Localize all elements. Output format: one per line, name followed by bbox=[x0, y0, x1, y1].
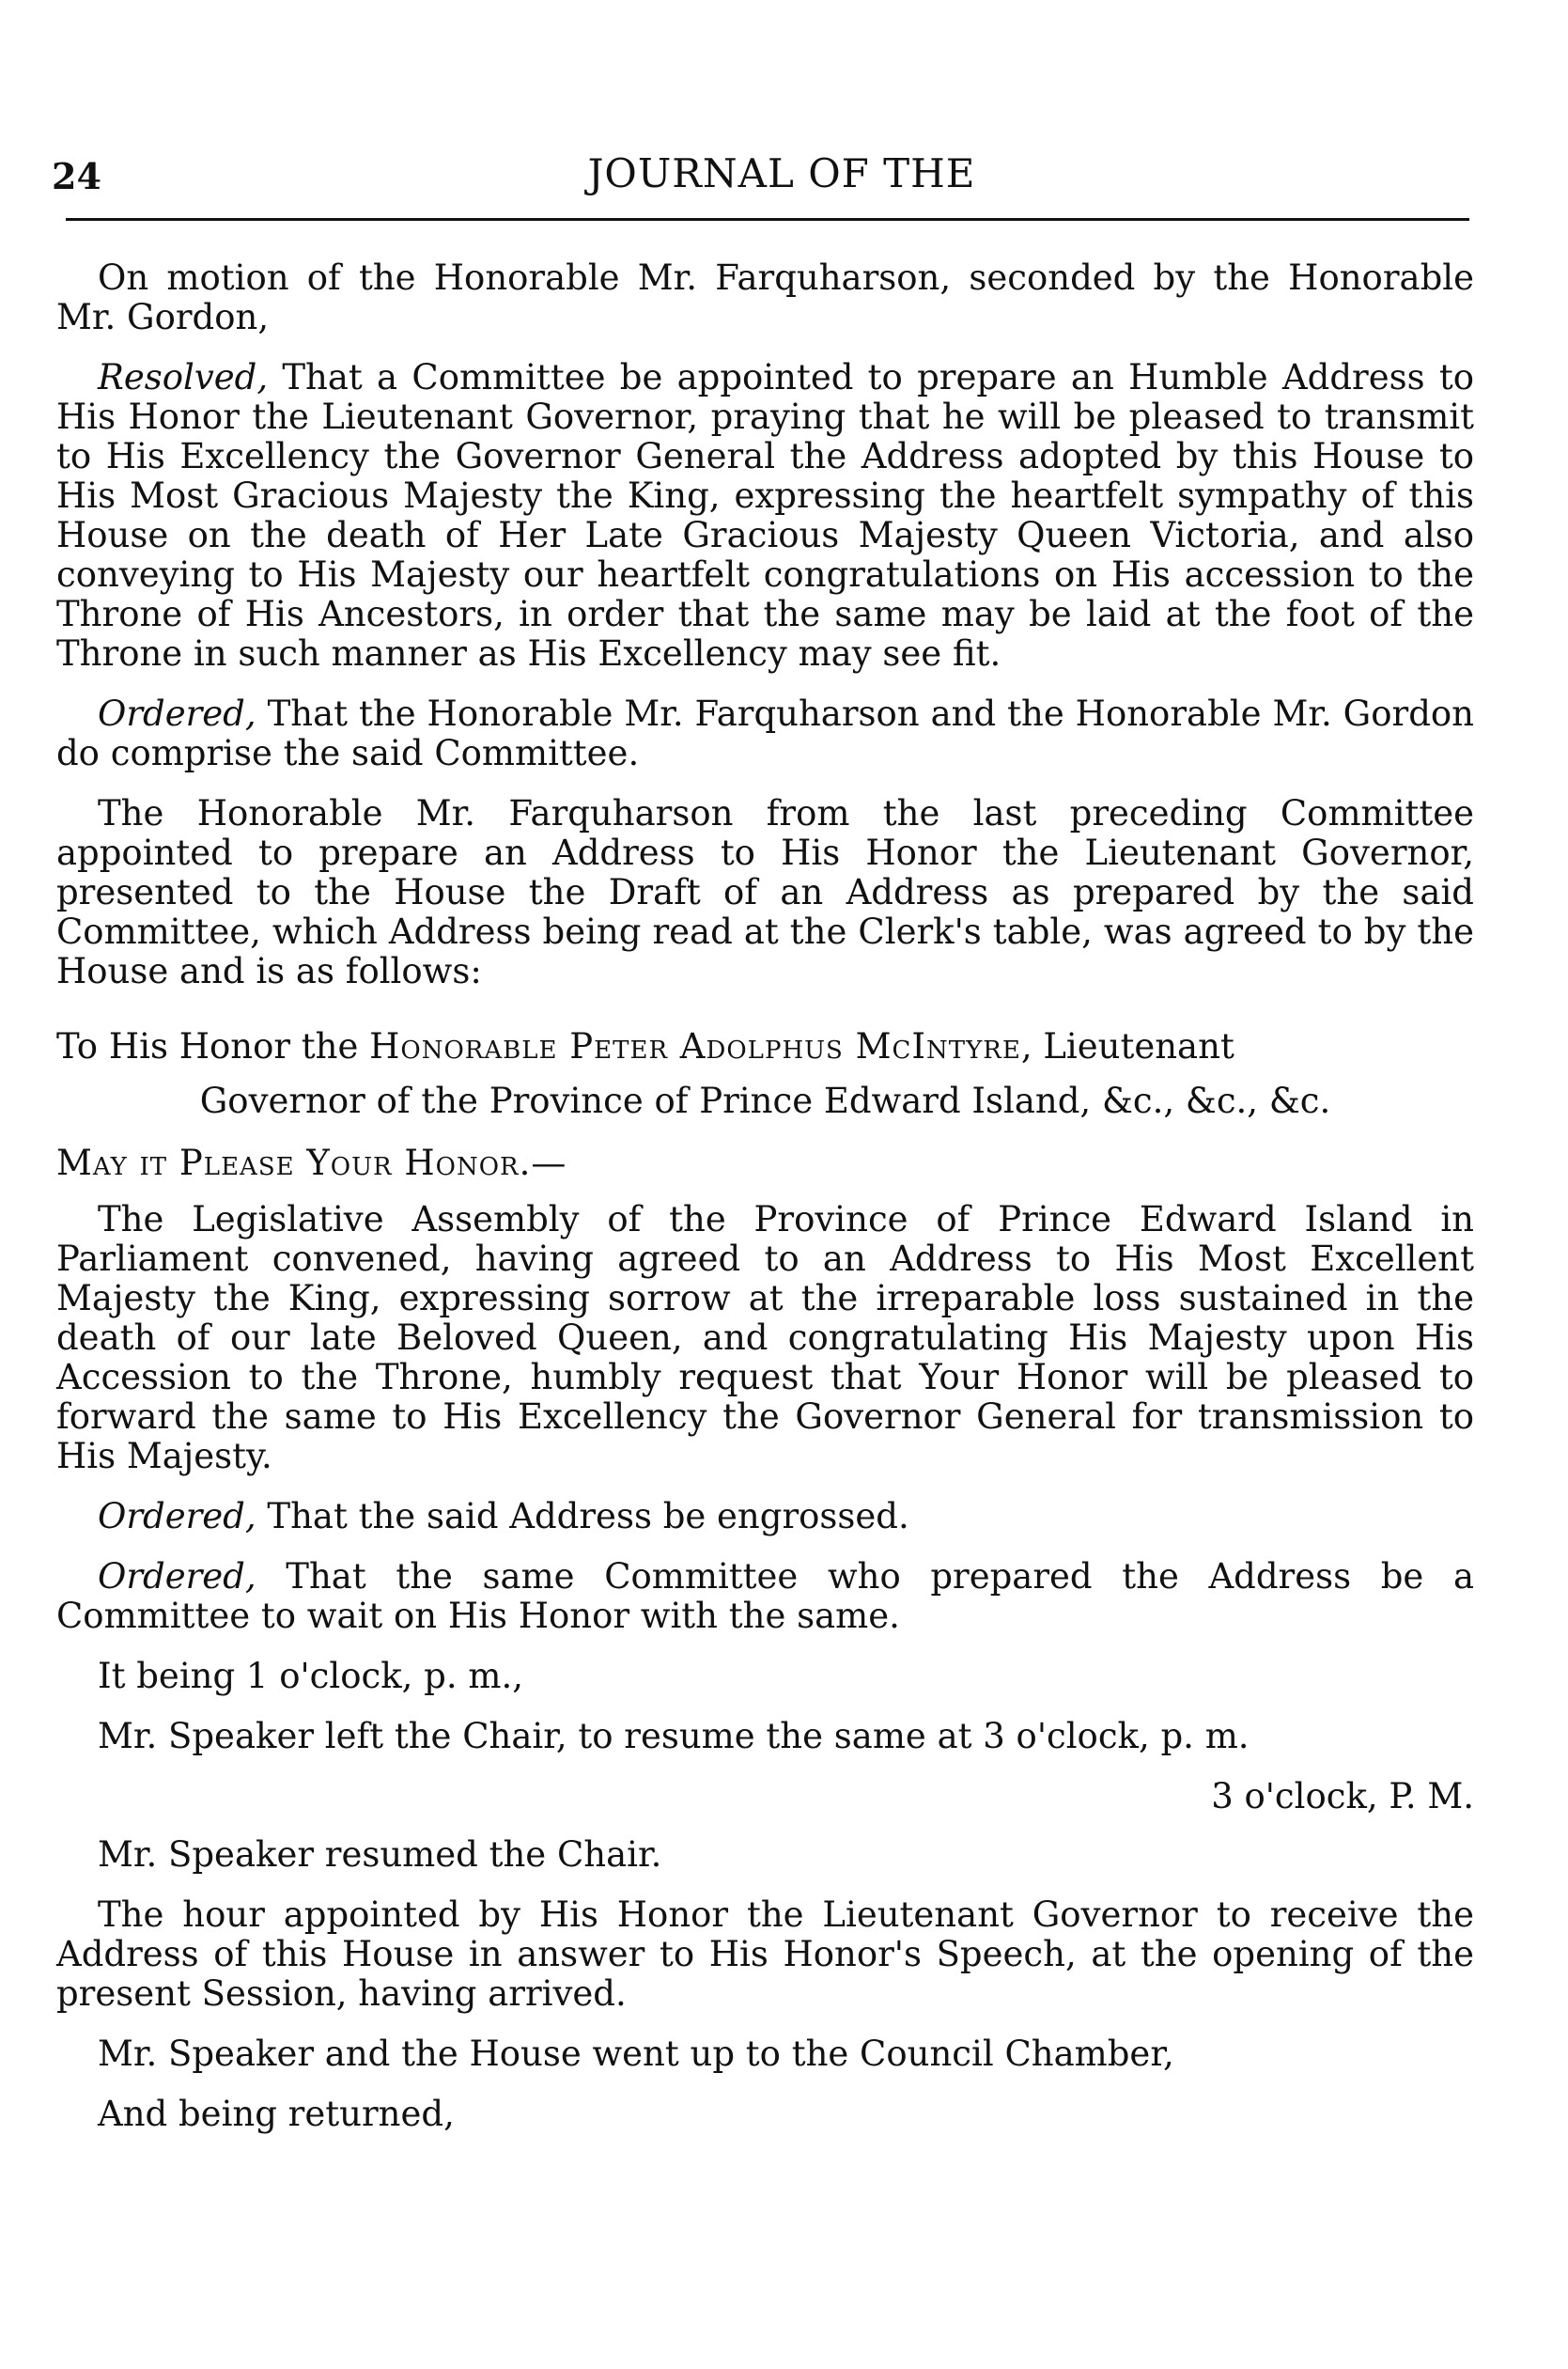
paragraph-council-chamber: Mr. Speaker and the House went up to the Council Chamber, bbox=[98, 2034, 1174, 2074]
paragraph-ordered-engrossed bbox=[56, 1497, 1474, 1536]
paragraph-draft-presented bbox=[56, 794, 1474, 991]
page-header bbox=[52, 141, 1512, 197]
ordered-wait-lead: Ordered, bbox=[98, 1556, 256, 1597]
paragraph-motion bbox=[56, 258, 1474, 337]
draft-presented-text: The Honorable Mr. Farquharson from the last preceding Committee appointed to prepare an Address to His Honor the Lieutenant Governor, presented to the House the Draft of an Address as prepared by the said Committee, which Address being read at the Clerk's table, was agreed to by the House and is as follows: bbox=[56, 793, 1474, 991]
paragraph-speaker-left: Mr. Speaker left the Chair, to resume the same at 3 o'clock, p. m. bbox=[98, 1716, 1250, 1756]
ordered-wait-text: That the same Committee who prepared the Address be a Committee to wait on His Honor with the same. bbox=[56, 1556, 1474, 1636]
address-to-prefix: To His Honor the bbox=[56, 1026, 370, 1067]
header-rule bbox=[66, 218, 1469, 221]
paragraph-one-oclock: It being 1 o'clock, p. m., bbox=[98, 1656, 523, 1696]
body-text bbox=[56, 258, 1474, 2155]
paragraph-speaker-resumed: Mr. Speaker resumed the Chair. bbox=[98, 1834, 662, 1875]
address-to-suffix: , Lieutenant bbox=[1020, 1026, 1234, 1067]
time-heading: 3 o'clock, P. M. bbox=[1211, 1776, 1474, 1816]
running-head: JOURNAL OF THE bbox=[587, 150, 976, 196]
paragraph-address-body bbox=[56, 1200, 1474, 1476]
resolved-text: That a Committee be appointed to prepare an Humble Address to His Honor the Lieutenant Governor, praying that he will be pleased to transmit to His Excellency the Governor General the Address adopted by this House to His Most Gracious Majesty the King, expressing the heartfelt sympathy of this House on the death of Her Late Gracious Majesty Queen Victoria, and also conveying to His Majesty our heartfelt congratulations on His accession to the Throne of His Ancestors, in order that the same may be laid at the foot of the Throne in such manner as His Excellency may see fit. bbox=[56, 357, 1474, 674]
address-recipient-line2: Governor of the Province of Prince Edward Island, &c., &c., &c. bbox=[199, 1081, 1331, 1121]
paragraph-resolved bbox=[56, 358, 1474, 674]
resolved-lead: Resolved, bbox=[98, 357, 269, 397]
paragraph-motion-text: On motion of the Honorable Mr. Farquharson, seconded by the Honorable Mr. Gordon, bbox=[56, 257, 1474, 337]
ordered-lead: Ordered, bbox=[98, 694, 256, 734]
paragraph-hour-appointed: The hour appointed by His Honor the Lieutenant Governor to receive the Address of this House in answer to His Honor's Speech, at the opening of the present Session, having arrived. bbox=[56, 1894, 1474, 2014]
paragraph-ordered-wait bbox=[56, 1557, 1474, 1636]
salutation: May it Please Your Honor.— bbox=[56, 1143, 567, 1183]
paragraph-ordered-committee bbox=[56, 694, 1474, 773]
paragraph-being-returned: And being returned, bbox=[98, 2094, 455, 2134]
address-to-name: Honorable Peter Adolphus McIntyre bbox=[369, 1026, 1021, 1067]
ordered-text: That the Honorable Mr. Farquharson and the Honorable Mr. Gordon do comprise the said Committee. bbox=[56, 694, 1474, 773]
page-number: 24 bbox=[52, 155, 101, 197]
address-recipient bbox=[56, 1027, 1474, 1067]
address-body-text: The Legislative Assembly of the Province of Prince Edward Island in Parliament convened, having agreed to an Address to His Most Excellent Majesty the King, expressing sorrow at the irreparable loss sustained in the death of our late Beloved Queen, and congratulating His Majesty upon His Accession to the Throne, humbly request that Your Honor will be pleased to forward the same to His Excellency the Governor General for transmission to His Majesty. bbox=[56, 1199, 1474, 1476]
ordered-engrossed-lead: Ordered, bbox=[98, 1496, 256, 1536]
ordered-engrossed-text: That the said Address be engrossed. bbox=[256, 1496, 909, 1536]
